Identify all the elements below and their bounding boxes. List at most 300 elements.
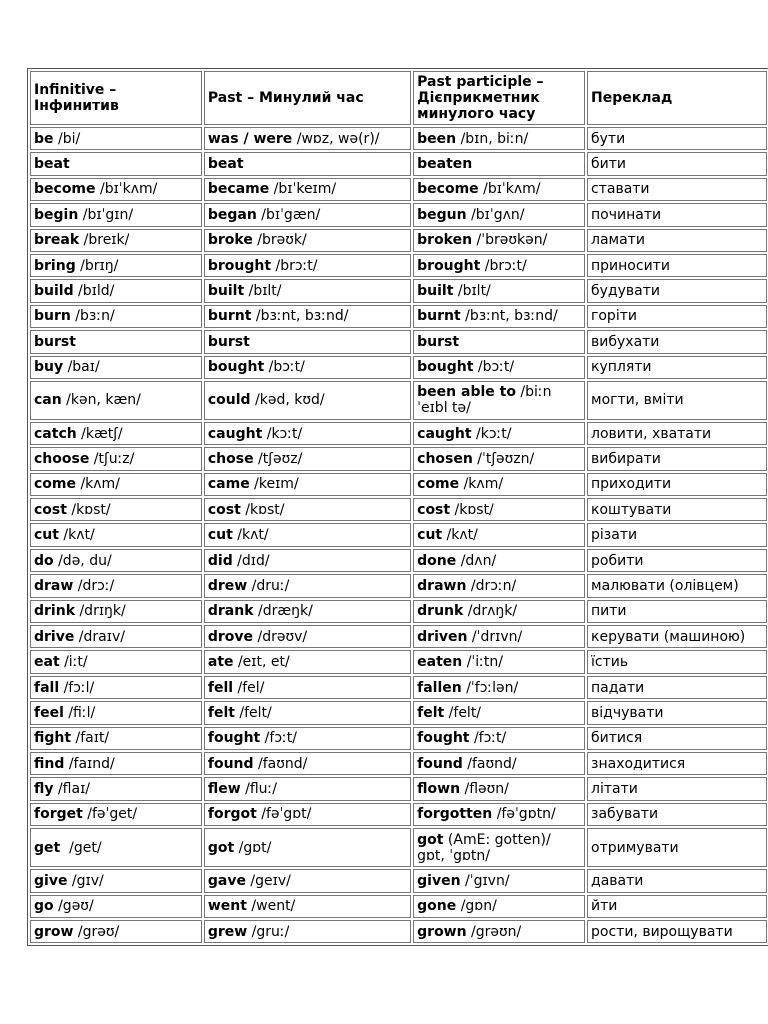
past-cell <box>204 803 411 826</box>
transcription: /bɪˈgæn/ <box>256 206 321 223</box>
table-row <box>30 777 767 800</box>
transcription: /dɪd/ <box>232 552 270 569</box>
past-cell <box>204 381 411 420</box>
table-row <box>30 381 767 420</box>
transcription: /bɪn, biːn/ <box>456 130 529 147</box>
translation-cell: будувати <box>587 279 767 302</box>
infinitive-cell <box>30 727 202 750</box>
verb-form: break <box>34 232 80 249</box>
past-cell <box>204 229 411 252</box>
infinitive-cell <box>30 777 202 800</box>
table-row <box>30 549 767 572</box>
verb-form: forgotten <box>417 806 493 823</box>
transcription: /ˈtʃəʊzn/ <box>472 450 535 467</box>
verb-form: grow <box>34 923 74 940</box>
infinitive-cell <box>30 305 202 328</box>
transcription: /kɒst/ <box>66 501 111 518</box>
translation-cell: йти <box>587 895 767 918</box>
verb-form: drive <box>34 628 75 645</box>
transcription: /fəˈgɒt/ <box>256 806 312 823</box>
verb-form: cut <box>207 527 233 544</box>
past-cell <box>204 727 411 750</box>
transcription: /kʌt/ <box>442 527 478 544</box>
transcription: /ˈdrɪvn/ <box>467 628 523 645</box>
verb-form: fell <box>207 679 234 696</box>
transcription: /grəʊn/ <box>466 923 522 940</box>
verb-form: give <box>34 872 68 889</box>
table-row <box>30 447 767 470</box>
transcription: /ˈgɪvn/ <box>460 872 510 889</box>
transcription: /fləʊn/ <box>460 781 509 798</box>
verb-form: gave <box>207 872 246 889</box>
table-row <box>30 625 767 648</box>
translation-cell: отримувати <box>587 828 767 867</box>
verb-form: get <box>34 839 61 856</box>
verb-form: caught <box>207 425 263 442</box>
verb-form: got <box>207 839 235 856</box>
past-cell <box>204 828 411 867</box>
past-participle-cell <box>413 178 585 201</box>
past-participle-cell <box>413 305 585 328</box>
past-participle-cell <box>413 574 585 597</box>
verb-form: driven <box>417 628 468 645</box>
translation-cell: ламати <box>587 229 767 252</box>
table-row <box>30 127 767 150</box>
past-cell <box>204 279 411 302</box>
verb-form: was / were <box>207 130 293 147</box>
verb-form: do <box>34 552 54 569</box>
table-row <box>30 600 767 623</box>
table-row <box>30 330 767 353</box>
translation-cell: коштувати <box>587 498 767 521</box>
transcription: /bɔːt/ <box>264 359 305 376</box>
infinitive-cell <box>30 447 202 470</box>
table-row <box>30 152 767 175</box>
table-row <box>30 254 767 277</box>
past-cell <box>204 777 411 800</box>
transcription: /brɪŋ/ <box>75 257 119 274</box>
translation-cell: могти, вміти <box>587 381 767 420</box>
verb-form: cost <box>207 501 241 518</box>
verb-form: found <box>207 755 254 772</box>
past-participle-cell <box>413 279 585 302</box>
verb-form: can <box>34 392 62 409</box>
verb-form: caught <box>417 425 472 442</box>
verb-form: built <box>417 283 454 300</box>
verb-form: chose <box>207 450 254 467</box>
past-participle-cell <box>413 869 585 892</box>
past-participle-cell <box>413 600 585 623</box>
past-participle-cell <box>413 920 585 943</box>
past-cell <box>204 422 411 445</box>
table-row <box>30 279 767 302</box>
translation-cell: бути <box>587 127 767 150</box>
verb-form: burst <box>417 333 460 350</box>
past-participle-cell <box>413 447 585 470</box>
infinitive-cell <box>30 127 202 150</box>
past-participle-cell <box>413 727 585 750</box>
verb-form: grown <box>417 923 467 940</box>
header-translation: Переклад <box>587 71 767 125</box>
transcription: /fel/ <box>233 679 265 696</box>
verb-form: given <box>417 872 461 889</box>
table-body <box>30 127 767 943</box>
verb-form: find <box>34 755 65 772</box>
infinitive-cell <box>30 920 202 943</box>
verb-form: cut <box>34 527 59 544</box>
transcription: /bɪlt/ <box>453 283 491 300</box>
transcription: /kɔːt/ <box>471 425 512 442</box>
transcription: /ˈbrəʊkən/ <box>472 232 548 249</box>
verb-form: burn <box>34 308 71 325</box>
transcription: /kɒst/ <box>240 501 285 518</box>
transcription: /fiːl/ <box>63 704 96 721</box>
verb-form: became <box>207 181 270 198</box>
infinitive-cell <box>30 701 202 724</box>
transcription: /bɪˈkeɪm/ <box>269 181 337 198</box>
past-participle-cell <box>413 254 585 277</box>
verb-form: bought <box>417 359 474 376</box>
past-participle-cell <box>413 127 585 150</box>
verb-form: could <box>207 392 251 409</box>
verb-form: drove <box>207 628 254 645</box>
transcription: /gəʊ/ <box>53 898 94 915</box>
past-participle-cell <box>413 422 585 445</box>
verb-form: done <box>417 552 457 569</box>
verb-form: flown <box>417 781 461 798</box>
past-participle-cell <box>413 203 585 226</box>
verb-form: eaten <box>417 654 463 671</box>
past-participle-cell <box>413 701 585 724</box>
transcription: /fɔːl/ <box>59 679 95 696</box>
past-participle-cell <box>413 523 585 546</box>
translation-cell: ловити, хватати <box>587 422 767 445</box>
verb-form: fought <box>207 730 261 747</box>
translation-cell: давати <box>587 869 767 892</box>
verb-form: found <box>417 755 463 772</box>
table-row <box>30 574 767 597</box>
transcription: /də, du/ <box>53 552 112 569</box>
translation-cell: відчувати <box>587 701 767 724</box>
verb-form: draw <box>34 577 74 594</box>
transcription: /fɔːt/ <box>469 730 507 747</box>
translation-cell: їстиь <box>587 650 767 673</box>
table-row <box>30 305 767 328</box>
past-participle-cell <box>413 777 585 800</box>
past-cell <box>204 254 411 277</box>
transcription: /baɪ/ <box>63 359 100 376</box>
transcription: /bɜːn/ <box>70 308 115 325</box>
infinitive-cell <box>30 422 202 445</box>
past-cell <box>204 127 411 150</box>
translation-cell: рости, вирощувати <box>587 920 767 943</box>
verb-form: fall <box>34 679 60 696</box>
infinitive-cell <box>30 803 202 826</box>
past-participle-cell <box>413 473 585 496</box>
verb-form: forgot <box>207 806 257 823</box>
verb-form: cut <box>417 527 443 544</box>
table-row <box>30 422 767 445</box>
transcription: /brɔːt/ <box>480 257 527 274</box>
verb-form: beat <box>207 156 244 173</box>
translation-cell: купляти <box>587 356 767 379</box>
transcription: /get/ <box>60 839 102 856</box>
infinitive-cell <box>30 650 202 673</box>
verb-form: been <box>417 130 457 147</box>
transcription: /faɪt/ <box>71 730 110 747</box>
past-cell <box>204 676 411 699</box>
transcription: /tʃuːz/ <box>89 450 135 467</box>
past-participle-cell <box>413 895 585 918</box>
transcription: /bɪˈkʌm/ <box>95 181 158 198</box>
transcription: /ˈfɔːlən/ <box>461 679 519 696</box>
past-cell <box>204 752 411 775</box>
verb-form: felt <box>207 704 235 721</box>
transcription: /bɜːnt, bɜːnd/ <box>251 308 349 325</box>
verb-form: been able to <box>417 384 516 401</box>
transcription: /went/ <box>246 898 296 915</box>
translation-cell: починати <box>587 203 767 226</box>
transcription: /bi/ <box>53 130 81 147</box>
verb-form: got <box>417 831 444 848</box>
past-cell <box>204 574 411 597</box>
transcription: /fɔːt/ <box>260 730 297 747</box>
verb-form: come <box>34 476 76 493</box>
table-row <box>30 650 767 673</box>
past-cell <box>204 600 411 623</box>
table-row <box>30 869 767 892</box>
verb-form: brought <box>207 257 272 274</box>
past-cell <box>204 356 411 379</box>
past-cell <box>204 330 411 353</box>
transcription: /faʊnd/ <box>253 755 308 772</box>
table-row <box>30 523 767 546</box>
transcription: /drɔː/ <box>73 577 115 594</box>
past-cell <box>204 549 411 572</box>
table-row <box>30 178 767 201</box>
translation-cell: забувати <box>587 803 767 826</box>
infinitive-cell <box>30 625 202 648</box>
verb-form: fight <box>34 730 72 747</box>
transcription: /fəˈgɒtn/ <box>492 806 556 823</box>
translation-cell: битися <box>587 727 767 750</box>
past-participle-cell <box>413 650 585 673</box>
infinitive-cell <box>30 574 202 597</box>
table-row <box>30 356 767 379</box>
verb-form: drew <box>207 577 248 594</box>
transcription: /kʌt/ <box>58 527 95 544</box>
verb-form: choose <box>34 450 90 467</box>
verb-form: burst <box>207 333 250 350</box>
transcription: /dræŋk/ <box>253 603 313 620</box>
verb-form: become <box>34 181 96 198</box>
verb-form: bring <box>34 257 76 274</box>
translation-cell: різати <box>587 523 767 546</box>
verb-form: came <box>207 476 250 493</box>
transcription: /drɔːn/ <box>466 577 517 594</box>
verb-form: fallen <box>417 679 462 696</box>
past-participle-cell <box>413 356 585 379</box>
transcription: /kən, kæn/ <box>61 392 141 409</box>
transcription: /brɔːt/ <box>271 257 318 274</box>
translation-cell: вибухати <box>587 330 767 353</box>
verb-form: go <box>34 898 54 915</box>
transcription: /bɪˈkʌm/ <box>478 181 541 198</box>
transcription: /gɒt/ <box>234 839 272 856</box>
transcription: /bɪld/ <box>73 283 115 300</box>
verb-form: drunk <box>417 603 464 620</box>
transcription: /flaɪ/ <box>53 781 90 798</box>
infinitive-cell <box>30 330 202 353</box>
table-row <box>30 701 767 724</box>
infinitive-cell <box>30 752 202 775</box>
infinitive-cell <box>30 895 202 918</box>
infinitive-cell <box>30 254 202 277</box>
verb-table-container <box>27 68 768 946</box>
translation-cell: приходити <box>587 473 767 496</box>
verb-form: drink <box>34 603 76 620</box>
transcription: /dʌn/ <box>456 552 497 569</box>
past-cell <box>204 473 411 496</box>
transcription: /ˈiːtn/ <box>462 654 503 671</box>
verb-form: fly <box>34 781 54 798</box>
verb-form: drawn <box>417 577 467 594</box>
verb-form: cost <box>34 501 67 518</box>
transcription: /kʌm/ <box>76 476 120 493</box>
verb-form: gone <box>417 898 457 915</box>
verb-form: begun <box>417 206 467 223</box>
past-cell <box>204 523 411 546</box>
translation-cell: керувати (машиною) <box>587 625 767 648</box>
infinitive-cell <box>30 229 202 252</box>
transcription: /druː/ <box>247 577 290 594</box>
verb-form: forget <box>34 806 83 823</box>
verb-form: buy <box>34 359 64 376</box>
past-participle-cell <box>413 152 585 175</box>
infinitive-cell <box>30 381 202 420</box>
past-cell <box>204 498 411 521</box>
verb-form: broken <box>417 232 473 249</box>
translation-cell: бити <box>587 152 767 175</box>
transcription: /fluː/ <box>240 781 277 798</box>
transcription: /brəʊk/ <box>252 232 307 249</box>
transcription: /iːt/ <box>59 654 88 671</box>
past-cell <box>204 178 411 201</box>
verb-form: beat <box>34 156 70 173</box>
verb-form: flew <box>207 781 241 798</box>
infinitive-cell <box>30 178 202 201</box>
verb-form: beaten <box>417 156 473 173</box>
past-participle-cell <box>413 381 585 420</box>
transcription: /gruː/ <box>247 923 290 940</box>
verb-form: burst <box>34 333 76 350</box>
verb-form: fought <box>417 730 470 747</box>
header-past-participle: Past participle – Дієприкметник минулого часу <box>413 71 585 125</box>
verb-form: bought <box>207 359 265 376</box>
verb-form: catch <box>34 425 77 442</box>
transcription: /kʌm/ <box>459 476 504 493</box>
transcription: /kʌt/ <box>232 527 269 544</box>
table-row <box>30 498 767 521</box>
infinitive-cell <box>30 828 202 867</box>
verb-form: went <box>207 898 247 915</box>
table-row <box>30 473 767 496</box>
translation-cell: пити <box>587 600 767 623</box>
table-row <box>30 920 767 943</box>
translation-cell: падати <box>587 676 767 699</box>
transcription: /biːn ˈeɪbl tə/ <box>417 384 556 417</box>
past-participle-cell <box>413 752 585 775</box>
irregular-verbs-table <box>27 68 768 946</box>
past-participle-cell <box>413 498 585 521</box>
verb-form: did <box>207 552 233 569</box>
past-cell <box>204 152 411 175</box>
verb-form: become <box>417 181 479 198</box>
verb-form: began <box>207 206 257 223</box>
header-row <box>30 71 767 125</box>
verb-form: cost <box>417 501 451 518</box>
header-infinitive: Infinitive – Інфинитив <box>30 71 202 125</box>
past-cell <box>204 625 411 648</box>
transcription: /geɪv/ <box>245 872 291 889</box>
transcription: /eɪt, et/ <box>233 654 290 671</box>
verb-form: feel <box>34 704 64 721</box>
translation-cell: малювати (олівцем) <box>587 574 767 597</box>
transcription: /gɒn/ <box>456 898 497 915</box>
infinitive-cell <box>30 676 202 699</box>
translation-cell: вибирати <box>587 447 767 470</box>
transcription: /drʌŋk/ <box>463 603 518 620</box>
transcription: /kɒst/ <box>450 501 494 518</box>
verb-form: grew <box>207 923 248 940</box>
verb-form: be <box>34 130 54 147</box>
past-participle-cell <box>413 330 585 353</box>
past-cell <box>204 920 411 943</box>
verb-form: burnt <box>417 308 461 325</box>
transcription: /bɪˈgʌn/ <box>466 206 525 223</box>
transcription: /bɔːt/ <box>473 359 515 376</box>
past-cell <box>204 650 411 673</box>
verb-form: felt <box>417 704 445 721</box>
transcription: /breɪk/ <box>79 232 130 249</box>
transcription: /drəʊv/ <box>253 628 308 645</box>
past-participle-cell <box>413 828 585 867</box>
transcription: /felt/ <box>444 704 482 721</box>
verb-form: drank <box>207 603 254 620</box>
table-row <box>30 676 767 699</box>
table-row <box>30 229 767 252</box>
transcription: /fəˈget/ <box>82 806 138 823</box>
past-participle-cell <box>413 229 585 252</box>
transcription: /bɜːnt, bɜːnd/ <box>460 308 558 325</box>
infinitive-cell <box>30 473 202 496</box>
past-cell <box>204 869 411 892</box>
past-cell <box>204 895 411 918</box>
verb-form: burnt <box>207 308 252 325</box>
translation-cell: робити <box>587 549 767 572</box>
infinitive-cell <box>30 279 202 302</box>
infinitive-cell <box>30 203 202 226</box>
infinitive-cell <box>30 152 202 175</box>
translation-cell: знаходитися <box>587 752 767 775</box>
transcription: /tʃəʊz/ <box>253 450 303 467</box>
past-cell <box>204 447 411 470</box>
infinitive-cell <box>30 869 202 892</box>
table-row <box>30 752 767 775</box>
past-cell <box>204 305 411 328</box>
infinitive-cell <box>30 356 202 379</box>
translation-cell: горіти <box>587 305 767 328</box>
